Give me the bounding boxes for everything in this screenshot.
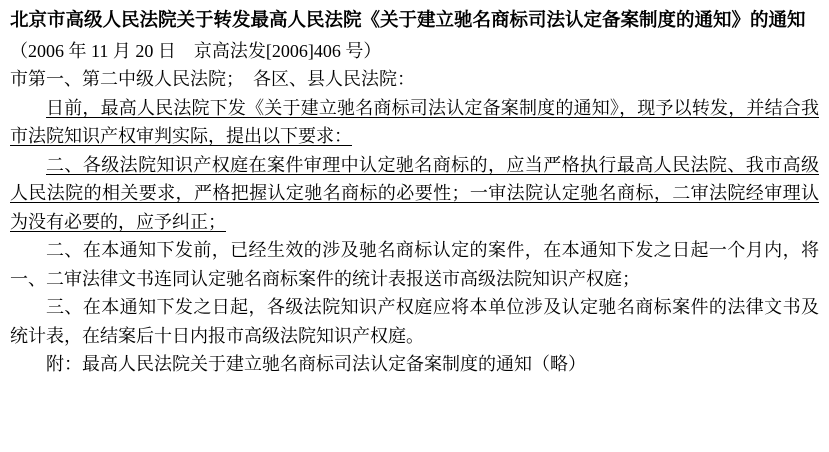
paragraph-item-1: 二、各级法院知识产权庭在案件审理中认定驰名商标的，应当严格执行最高人民法院、我市高级人民法院的相关要求，严格把握认定驰名商标的必要性；一审法院认定驰名商标，二审法院经审理认为没有必要的，应予纠正； — [10, 154, 819, 232]
page-title: 北京市高级人民法院关于转发最高人民法院《关于建立驰名商标司法认定备案制度的通知》的通知 — [10, 11, 806, 31]
paragraph-attachment: 附：最高人民法院关于建立驰名商标司法认定备案制度的通知（略） — [46, 354, 586, 374]
paragraph-item-2: 二、在本通知下发前，已经生效的涉及驰名商标认定的案件，在本通知下发之日起一个月内，将一、二审法律文书连同认定驰名商标案件的统计表报送市高级法院知识产权庭； — [10, 240, 819, 289]
issue-line: （2006 年 11 月 20 日 京高法发[2006]406 号） — [10, 41, 382, 61]
paragraph-intro: 日前，最高人民法院下发《关于建立驰名商标司法认定备案制度的通知》，现予以转发，并结合我市法院知识产权审判实际，提出以下要求： — [10, 97, 819, 146]
paragraph-item-3: 三、在本通知下发之日起，各级法院知识产权庭应将本单位涉及认定驰名商标案件的法律文书及统计表，在结案后十日内报市高级法院知识产权庭。 — [10, 297, 819, 346]
recipients-line: 市第一、第二中级人民法院； 各区、县人民法院： — [10, 69, 415, 89]
